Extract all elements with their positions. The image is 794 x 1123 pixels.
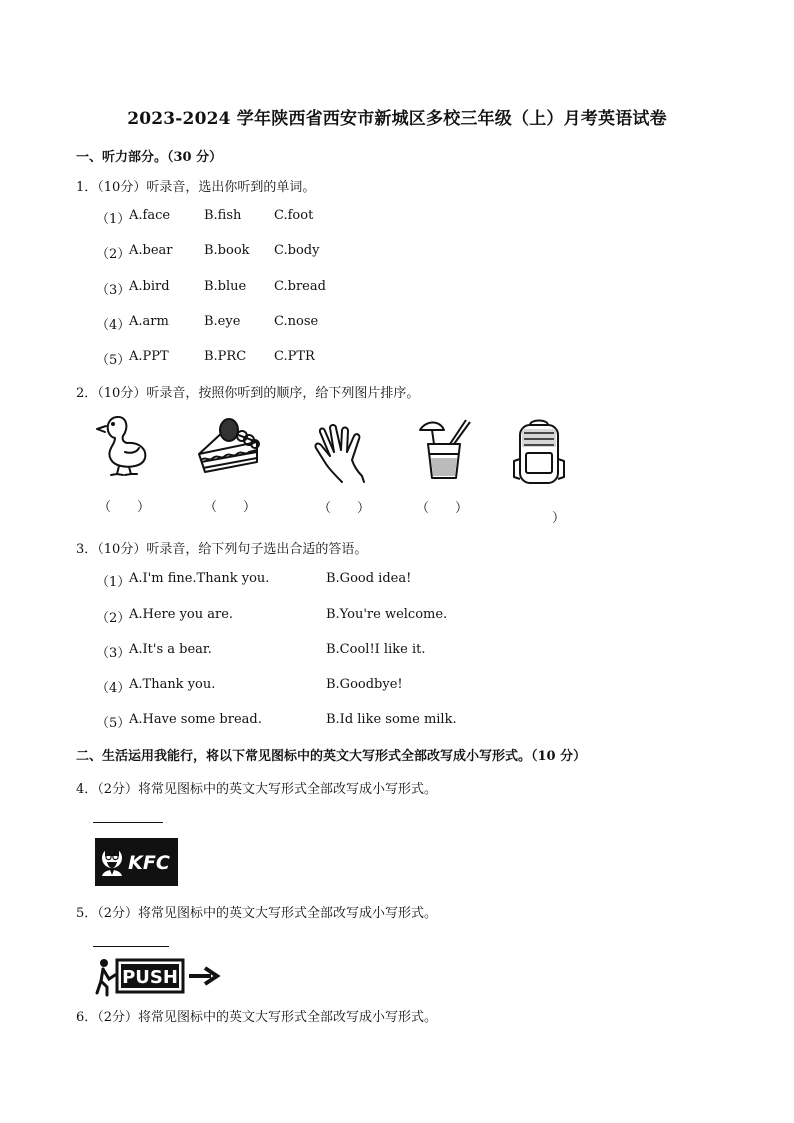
q3-item-number: （2） [96, 611, 131, 626]
section-application-heading: 二、生活运用我能行，将以下常见图标中的英文大写形式全部改写成小写形式。（10 分） [76, 749, 587, 764]
q3-option-b: B.Cool!I like it. [326, 642, 426, 657]
kfc-logo-text: KFC [128, 852, 170, 874]
q1-item-number: （1） [96, 212, 131, 227]
q3-option-a: A.I'm fine.Thank you. [129, 571, 270, 586]
q1-item-number: （2） [96, 247, 131, 262]
q3-option-b: B.Id like some milk. [326, 712, 457, 727]
question-6: 6．（2分）将常见图标中的英文大写形式全部改写成小写形式。 [76, 1010, 438, 1025]
q1-option-b: B.eye [204, 314, 241, 329]
juice-icon [416, 418, 472, 480]
q3-option-a: A.It's a bear. [129, 642, 212, 657]
arrow-right-icon [189, 968, 217, 984]
q1-option-c: C.nose [274, 314, 319, 329]
q1-item-number: （5） [96, 353, 131, 368]
q3-option-a: A.Have some bread. [129, 712, 262, 727]
answer-blank [93, 822, 163, 823]
question-4: 4．（2分）将常见图标中的英文大写形式全部改写成小写形式。 [76, 782, 438, 797]
q1-option-c: C.foot [274, 208, 314, 223]
q3-item-number: （5） [96, 716, 131, 731]
q3-option-b: B.Goodbye! [326, 677, 403, 692]
question-5: 5．（2分）将常见图标中的英文大写形式全部改写成小写形式。 [76, 906, 438, 921]
section-listening-heading: 一、听力部分。（30 分） [76, 150, 223, 165]
answer-paren: （ ） [204, 500, 257, 515]
q3-option-a: A.Here you are. [129, 607, 234, 622]
question-2: 2．（10分）听录音，按照你听到的顺序，给下列图片排序。 [76, 386, 420, 401]
q3-option-a: A.Thank you. [129, 677, 216, 692]
q3-item-number: （4） [96, 681, 131, 696]
answer-paren: （ ） [318, 501, 371, 516]
answer-blank [93, 946, 169, 947]
question-3: 3．（10分）听录音，给下列句子选出合适的答语。 [76, 542, 368, 557]
answer-paren: ） [552, 511, 566, 526]
q1-item-number: （3） [96, 283, 131, 298]
page-title: 2023-2024 学年陕西省西安市新城区多校三年级（上）月考英语试卷 [127, 109, 667, 129]
push-sign-text: PUSH [122, 967, 178, 988]
q1-option-a: A.arm [129, 314, 169, 329]
q1-option-a: A.bird [129, 279, 170, 294]
q3-option-b: B.Good idea! [326, 571, 412, 586]
q1-option-c: C.bread [274, 279, 326, 294]
q1-option-b: B.blue [204, 279, 247, 294]
answer-paren: （ ） [416, 501, 469, 516]
q3-item-number: （3） [96, 646, 131, 661]
q3-option-b: B.You're welcome. [326, 607, 448, 622]
q1-option-c: C.body [274, 243, 320, 258]
kfc-logo [95, 838, 178, 886]
hand-icon [312, 422, 378, 484]
q1-item-number: （4） [96, 318, 131, 333]
q1-option-b: B.book [204, 243, 250, 258]
q1-option-b: B.PRC [204, 349, 247, 364]
pushing-person-icon [97, 959, 115, 995]
q1-option-b: B.fish [204, 208, 242, 223]
question-1: 1．（10分）听录音，选出你听到的单词。 [76, 180, 316, 195]
push-sign [93, 957, 221, 997]
q1-option-a: A.face [129, 208, 171, 223]
q1-option-c: C.PTR [274, 349, 315, 364]
backpack-icon [512, 419, 566, 487]
answer-paren: （ ） [98, 500, 151, 515]
q1-option-a: A.PPT [129, 349, 169, 364]
q1-option-a: A.bear [129, 243, 173, 258]
duck-icon [95, 412, 151, 478]
cake-icon [195, 416, 263, 476]
q3-item-number: （1） [96, 575, 131, 590]
